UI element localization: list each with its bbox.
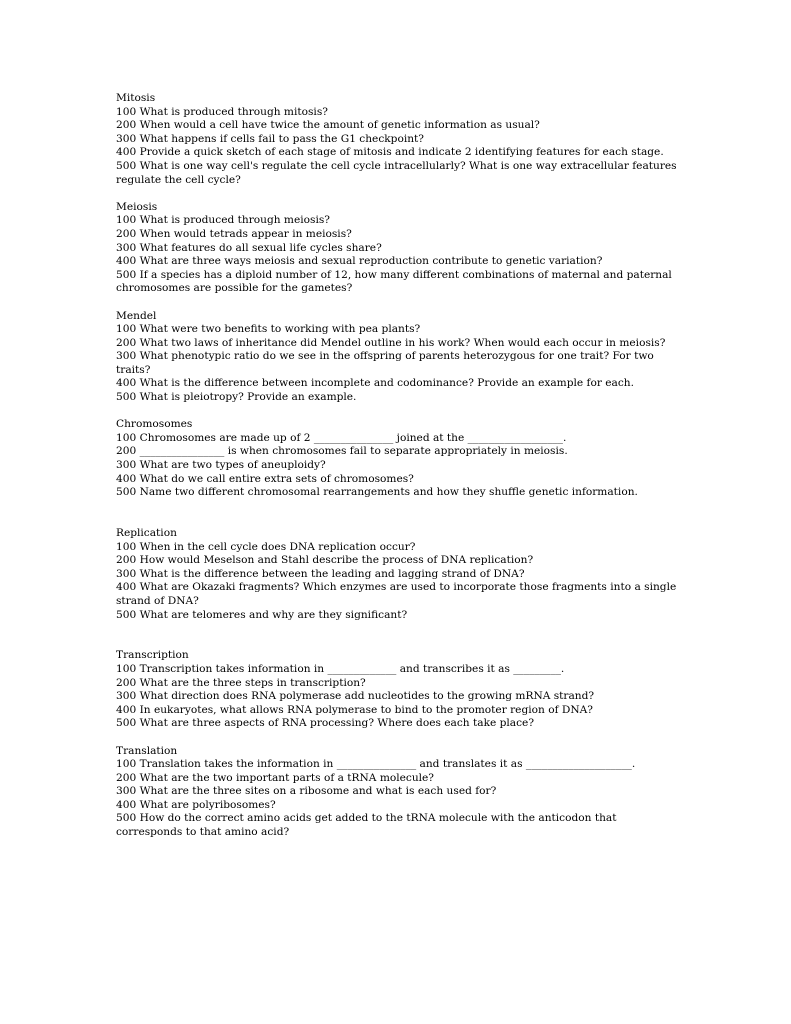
question-300: 300 What are the three sites on a ribosome and what is each used for? bbox=[116, 785, 497, 798]
document-page bbox=[116, 92, 686, 840]
question-200: 200 When would tetrads appear in meiosis? bbox=[116, 227, 352, 240]
section-spacer bbox=[116, 405, 686, 419]
question-400: 400 What are three ways meiosis and sexual reproduction contribute to genetic variation? bbox=[116, 255, 603, 268]
question-500: 500 What is pleiotropy? Provide an example. bbox=[116, 391, 357, 404]
section-chromosomes bbox=[116, 418, 686, 500]
question-400: 400 What do we call entire extra sets of chromosomes? bbox=[116, 472, 414, 485]
question-300: 300 What happens if cells fail to pass the G1 checkpoint? bbox=[116, 132, 424, 145]
question-200: 200 What are the two important parts of a tRNA molecule? bbox=[116, 771, 434, 784]
question-100: 100 When in the cell cycle does DNA replication occur? bbox=[116, 540, 416, 553]
section-spacer bbox=[116, 296, 686, 310]
question-500: 500 How do the correct amino acids get added to the tRNA molecule with the anticodon that corresponds to that amino acid? bbox=[116, 812, 620, 839]
section-transcription bbox=[116, 649, 686, 731]
question-500: 500 What are three aspects of RNA processing? Where does each take place? bbox=[116, 717, 534, 730]
question-100: 100 What is produced through mitosis? bbox=[116, 105, 328, 118]
question-300: 300 What direction does RNA polymerase add nucleotides to the growing mRNA strand? bbox=[116, 690, 595, 703]
section-meiosis bbox=[116, 201, 686, 296]
section-title: Meiosis bbox=[116, 200, 158, 213]
question-200: 200 How would Meselson and Stahl describe the process of DNA replication? bbox=[116, 554, 534, 567]
question-200: 200 ________________ is when chromosomes fail to separate appropriately in meiosis. bbox=[116, 445, 568, 458]
question-500: 500 Name two different chromosomal rearrangements and how they shuffle genetic information. bbox=[116, 486, 638, 499]
question-100: 100 Translation takes the information in _______________ and translates it as ____________________. bbox=[116, 758, 636, 771]
section-spacer bbox=[116, 500, 686, 527]
question-400: 400 What are Okazaki fragments? Which enzymes are used to incorporate those fragments into a single strand of DNA? bbox=[116, 581, 680, 607]
question-200: 200 What two laws of inheritance did Mendel outline in his work? When would each occur in meiosis? bbox=[116, 336, 666, 349]
question-500: 500 If a species has a diploid number of 12, how many different combinations of maternal and paternal chromosomes are possible for the gametes? bbox=[116, 268, 676, 295]
section-spacer bbox=[116, 187, 686, 201]
question-100: 100 What is produced through meiosis? bbox=[116, 214, 330, 227]
section-title: Mendel bbox=[116, 309, 157, 322]
question-300: 300 What phenotypic ratio do we see in the offspring of parents heterozygous for one trait? For two traits? bbox=[116, 350, 658, 376]
question-500: 500 What are telomeres and why are they significant? bbox=[116, 608, 408, 621]
question-200: 200 What are the three steps in transcription? bbox=[116, 676, 366, 689]
section-title: Replication bbox=[116, 527, 177, 539]
question-400: 400 What are polyribosomes? bbox=[116, 798, 276, 811]
section-spacer bbox=[116, 731, 686, 745]
question-400: 400 What is the difference between incomplete and codominance? Provide an example for each. bbox=[116, 377, 634, 390]
question-300: 300 What are two types of aneuploidy? bbox=[116, 459, 326, 472]
question-400: 400 In eukaryotes, what allows RNA polymerase to bind to the promoter region of DNA? bbox=[116, 703, 593, 716]
question-300: 300 What is the difference between the leading and lagging strand of DNA? bbox=[116, 567, 525, 580]
section-title: Transcription bbox=[116, 649, 189, 662]
section-replication bbox=[116, 527, 686, 622]
question-100: 100 Transcription takes information in _____________ and transcribes it as _________. bbox=[116, 662, 565, 675]
question-500: 500 What is one way cell's regulate the cell cycle intracellularly? What is one way extracellular features regulate the cell cycle? bbox=[116, 159, 680, 186]
section-translation bbox=[116, 745, 686, 840]
question-200: 200 When would a cell have twice the amount of genetic information as usual? bbox=[116, 119, 540, 132]
section-mitosis bbox=[116, 92, 686, 187]
question-300: 300 What features do all sexual life cycles share? bbox=[116, 241, 382, 254]
section-title: Mitosis bbox=[116, 92, 156, 104]
question-100: 100 What were two benefits to working with pea plants? bbox=[116, 323, 421, 336]
section-title: Translation bbox=[116, 744, 178, 757]
section-mendel bbox=[116, 310, 686, 405]
section-title: Chromosomes bbox=[116, 418, 193, 431]
section-spacer bbox=[116, 622, 686, 649]
question-100: 100 Chromosomes are made up of 2 _______________ joined at the __________________. bbox=[116, 431, 567, 444]
question-400: 400 Provide a quick sketch of each stage of mitosis and indicate 2 identifying features for each stage. bbox=[116, 146, 664, 159]
